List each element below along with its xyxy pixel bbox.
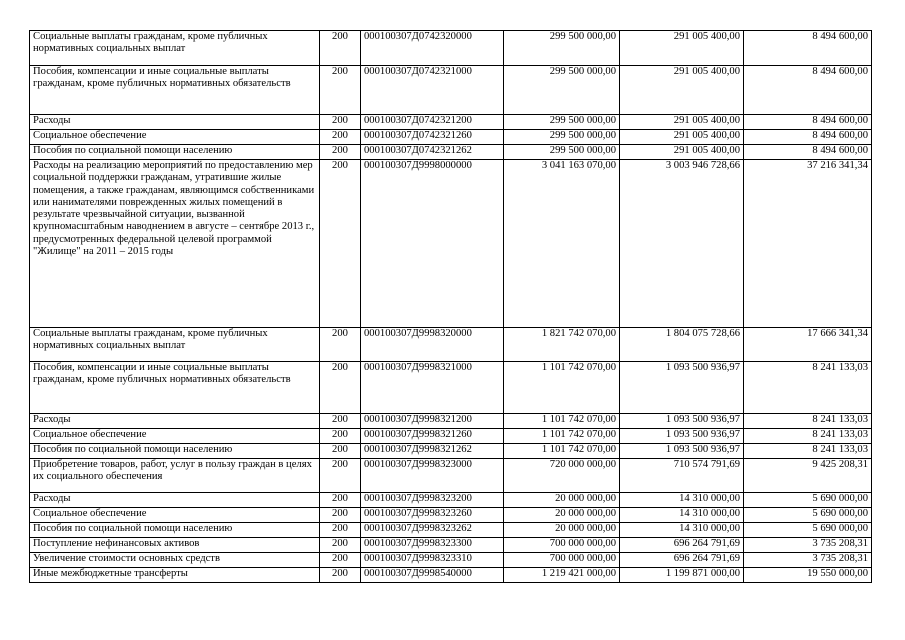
row-code-cell: 200: [320, 31, 361, 66]
row-rest-cell: 8 241 133,03: [744, 362, 872, 414]
row-code-cell: 200: [320, 328, 361, 362]
table-row: [30, 444, 872, 459]
row-rest-cell: 19 550 000,00: [744, 568, 872, 583]
row-fact-cell: 1 093 500 936,97: [620, 362, 744, 414]
row-fact-cell: 291 005 400,00: [620, 31, 744, 66]
row-name-cell: Социальное обеспечение: [30, 130, 320, 145]
row-code-cell: 200: [320, 160, 361, 328]
row-code-cell: 200: [320, 459, 361, 493]
row-plan-cell: 20 000 000,00: [504, 508, 620, 523]
table-row: [30, 553, 872, 568]
table-row: [30, 66, 872, 115]
row-kcsr-cell: 000100307Д9998323262: [361, 523, 504, 538]
row-name-cell: Социальное обеспечение: [30, 429, 320, 444]
row-rest-cell: 5 690 000,00: [744, 523, 872, 538]
table-row: [30, 130, 872, 145]
row-code-cell: 200: [320, 414, 361, 429]
row-rest-cell: 8 241 133,03: [744, 429, 872, 444]
row-name-cell: Пособия, компенсации и иные социальные выплаты гражданам, кроме публичных нормативных обязательств: [30, 362, 320, 414]
row-plan-cell: 1 219 421 000,00: [504, 568, 620, 583]
row-code-cell: 200: [320, 553, 361, 568]
row-plan-cell: 299 500 000,00: [504, 66, 620, 115]
table-row: [30, 31, 872, 66]
table-row: [30, 414, 872, 429]
row-kcsr-cell: 000100307Д9998323000: [361, 459, 504, 493]
row-kcsr-cell: 000100307Д9998321200: [361, 414, 504, 429]
row-kcsr-cell: 000100307Д9998323310: [361, 553, 504, 568]
row-name-cell: Социальное обеспечение: [30, 508, 320, 523]
row-name-cell: Расходы на реализацию мероприятий по предоставлению мер социальной поддержки гражданам, утратившие жилые помещения, а также гражданам, являющимся собственниками или нанимателями поврежденных жилых помещений в результате чрезвычайной ситуации, вызванной крупномасштабным наводнением в августе – сентябре 2013 г., предусмотренных федеральной целевой программой "Жилище" на 2011 – 2015 годы: [30, 160, 320, 328]
row-fact-cell: 1 804 075 728,66: [620, 328, 744, 362]
row-name-cell: Поступление нефинансовых активов: [30, 538, 320, 553]
row-rest-cell: 8 494 600,00: [744, 115, 872, 130]
row-fact-cell: 14 310 000,00: [620, 523, 744, 538]
row-code-cell: 200: [320, 429, 361, 444]
row-kcsr-cell: 000100307Д0742321200: [361, 115, 504, 130]
table-row: [30, 523, 872, 538]
budget-table: [29, 30, 872, 583]
table-row: [30, 362, 872, 414]
row-rest-cell: 3 735 208,31: [744, 553, 872, 568]
row-code-cell: 200: [320, 493, 361, 508]
row-plan-cell: 1 101 742 070,00: [504, 414, 620, 429]
row-code-cell: 200: [320, 130, 361, 145]
row-fact-cell: 291 005 400,00: [620, 66, 744, 115]
row-fact-cell: 291 005 400,00: [620, 115, 744, 130]
table-row: [30, 160, 872, 328]
row-fact-cell: 291 005 400,00: [620, 130, 744, 145]
row-name-cell: Расходы: [30, 115, 320, 130]
row-kcsr-cell: 000100307Д9998323300: [361, 538, 504, 553]
row-kcsr-cell: 000100307Д9998540000: [361, 568, 504, 583]
row-rest-cell: 8 494 600,00: [744, 31, 872, 66]
row-code-cell: 200: [320, 66, 361, 115]
row-code-cell: 200: [320, 444, 361, 459]
row-kcsr-cell: 000100307Д0742321262: [361, 145, 504, 160]
row-kcsr-cell: 000100307Д0742321000: [361, 66, 504, 115]
row-rest-cell: 8 494 600,00: [744, 66, 872, 115]
row-name-cell: Социальные выплаты гражданам, кроме публичных нормативных социальных выплат: [30, 328, 320, 362]
row-name-cell: Пособия по социальной помощи населению: [30, 145, 320, 160]
row-kcsr-cell: 000100307Д9998321260: [361, 429, 504, 444]
row-fact-cell: 696 264 791,69: [620, 538, 744, 553]
row-fact-cell: 1 093 500 936,97: [620, 444, 744, 459]
row-code-cell: 200: [320, 523, 361, 538]
row-plan-cell: 1 101 742 070,00: [504, 444, 620, 459]
row-plan-cell: 1 101 742 070,00: [504, 362, 620, 414]
row-rest-cell: 3 735 208,31: [744, 538, 872, 553]
row-name-cell: Расходы: [30, 493, 320, 508]
row-plan-cell: 20 000 000,00: [504, 523, 620, 538]
row-fact-cell: 3 003 946 728,66: [620, 160, 744, 328]
row-fact-cell: 1 093 500 936,97: [620, 429, 744, 444]
row-name-cell: Увеличение стоимости основных средств: [30, 553, 320, 568]
row-rest-cell: 5 690 000,00: [744, 508, 872, 523]
row-name-cell: Пособия, компенсации и иные социальные выплаты гражданам, кроме публичных нормативных обязательств: [30, 66, 320, 115]
row-name-cell: Социальные выплаты гражданам, кроме публичных нормативных социальных выплат: [30, 31, 320, 66]
row-kcsr-cell: 000100307Д0742321260: [361, 130, 504, 145]
row-rest-cell: 8 241 133,03: [744, 444, 872, 459]
table-row: [30, 538, 872, 553]
row-fact-cell: 14 310 000,00: [620, 493, 744, 508]
row-plan-cell: 720 000 000,00: [504, 459, 620, 493]
row-kcsr-cell: 000100307Д9998323260: [361, 508, 504, 523]
table-body: [30, 31, 872, 583]
table-row: [30, 568, 872, 583]
table-row: [30, 328, 872, 362]
row-code-cell: 200: [320, 568, 361, 583]
row-rest-cell: 17 666 341,34: [744, 328, 872, 362]
row-name-cell: Пособия по социальной помощи населению: [30, 444, 320, 459]
row-fact-cell: 1 093 500 936,97: [620, 414, 744, 429]
row-kcsr-cell: 000100307Д9998323200: [361, 493, 504, 508]
row-rest-cell: 8 241 133,03: [744, 414, 872, 429]
row-rest-cell: 9 425 208,31: [744, 459, 872, 493]
table-row: [30, 115, 872, 130]
row-plan-cell: 700 000 000,00: [504, 538, 620, 553]
row-name-cell: Пособия по социальной помощи населению: [30, 523, 320, 538]
row-kcsr-cell: 000100307Д9998321262: [361, 444, 504, 459]
table-row: [30, 508, 872, 523]
row-plan-cell: 299 500 000,00: [504, 115, 620, 130]
row-name-cell: Иные межбюджетные трансферты: [30, 568, 320, 583]
row-plan-cell: 1 101 742 070,00: [504, 429, 620, 444]
row-plan-cell: 299 500 000,00: [504, 145, 620, 160]
row-plan-cell: 299 500 000,00: [504, 31, 620, 66]
row-plan-cell: 299 500 000,00: [504, 130, 620, 145]
row-rest-cell: 37 216 341,34: [744, 160, 872, 328]
row-kcsr-cell: 000100307Д9998321000: [361, 362, 504, 414]
row-fact-cell: 696 264 791,69: [620, 553, 744, 568]
row-fact-cell: 291 005 400,00: [620, 145, 744, 160]
row-code-cell: 200: [320, 145, 361, 160]
row-kcsr-cell: 000100307Д9998320000: [361, 328, 504, 362]
row-plan-cell: 20 000 000,00: [504, 493, 620, 508]
row-name-cell: Приобретение товаров, работ, услуг в пользу граждан в целях их социального обеспечения: [30, 459, 320, 493]
table-row: [30, 429, 872, 444]
table-row: [30, 145, 872, 160]
row-kcsr-cell: 000100307Д9998000000: [361, 160, 504, 328]
row-fact-cell: 710 574 791,69: [620, 459, 744, 493]
row-code-cell: 200: [320, 362, 361, 414]
row-code-cell: 200: [320, 538, 361, 553]
row-plan-cell: 3 041 163 070,00: [504, 160, 620, 328]
row-rest-cell: 8 494 600,00: [744, 130, 872, 145]
row-fact-cell: 14 310 000,00: [620, 508, 744, 523]
row-name-cell: Расходы: [30, 414, 320, 429]
row-code-cell: 200: [320, 115, 361, 130]
row-kcsr-cell: 000100307Д0742320000: [361, 31, 504, 66]
row-plan-cell: 1 821 742 070,00: [504, 328, 620, 362]
row-rest-cell: 8 494 600,00: [744, 145, 872, 160]
table-row: [30, 459, 872, 493]
row-code-cell: 200: [320, 508, 361, 523]
table-row: [30, 493, 872, 508]
row-plan-cell: 700 000 000,00: [504, 553, 620, 568]
row-rest-cell: 5 690 000,00: [744, 493, 872, 508]
row-fact-cell: 1 199 871 000,00: [620, 568, 744, 583]
